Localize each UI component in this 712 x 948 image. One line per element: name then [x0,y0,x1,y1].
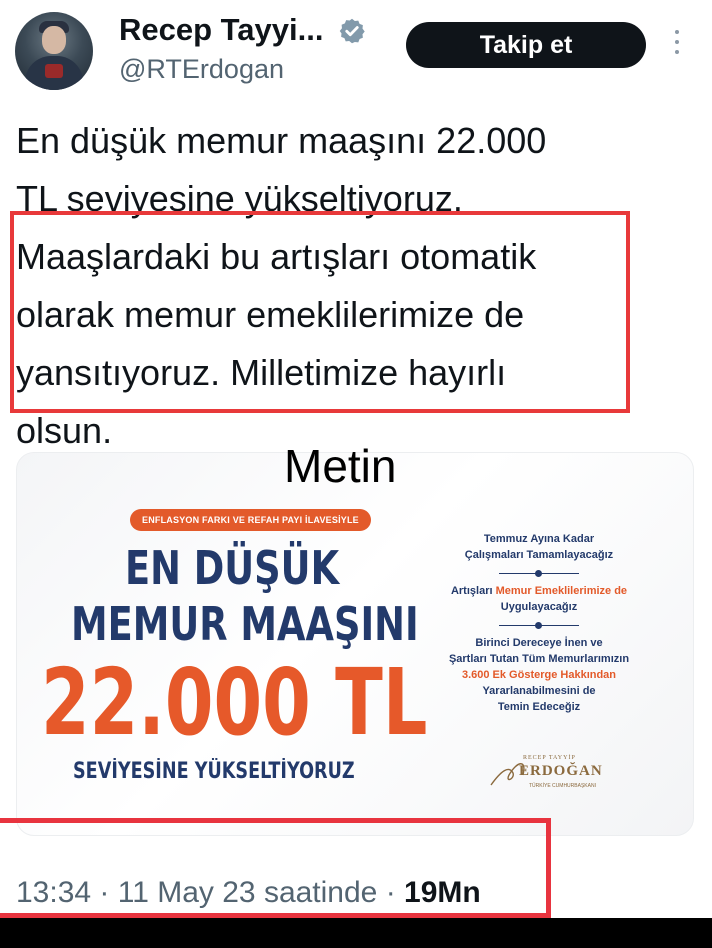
info-line: Çalışmaları Tamamlayacağız [464,549,614,561]
tweet-line: olsun. [16,410,113,451]
media-info-column [429,531,649,715]
info-block-3 [429,635,649,715]
text-highlight-box [10,211,630,413]
tweet-line: olarak memur emeklilerimize de [16,294,525,335]
tweet-timestamp[interactable] [16,876,481,910]
verified-badge-icon [338,17,366,45]
bottom-black-bar [0,918,712,948]
view-count[interactable]: 19Mn [404,876,481,909]
info-block-2 [429,583,649,615]
display-name[interactable]: Recep Tayyi... [119,12,324,47]
signature-top: RECEP TAYYİP [523,755,576,761]
info-accent: Memur Emeklilerimize de [495,585,628,597]
info-line: Birinci Dereceye İnen ve [475,637,603,649]
info-separator [429,615,649,635]
avatar-flag [45,64,63,78]
tweet-line: yansıtıyoruz. Milletimize hayırlı [16,352,507,393]
follow-button[interactable]: Takip et [406,22,646,68]
info-line: Uygulayacağız [500,601,578,613]
info-text: Artışları [450,585,496,597]
info-line: Yararlanabilmesini de [482,685,596,697]
info-line: Şartları Tutan Tüm Memurlarımızın [448,653,630,665]
info-block-1 [429,531,649,563]
media-headline-1: EN DÜŞÜK [125,541,340,595]
media-pill-label: ENFLASYON FARKI VE REFAH PAYI İLAVESİYLE [130,509,371,531]
tweet-media-card[interactable] [16,452,694,836]
info-separator [429,563,649,583]
signature-name: ERDOĞAN [519,763,603,779]
info-line: Temmuz Ayına Kadar [483,533,595,545]
tweet-time: 13:34 [16,876,92,909]
info-line: Temin Edeceğiz [497,701,581,713]
avatar-face [42,26,66,54]
media-headline-2: MEMUR MAAŞINI [71,597,419,651]
tweet-line: Maaşlardaki bu artışları otomatik [16,236,537,277]
signature-title: TÜRKİYE CUMHURBAŞKANI [529,783,596,789]
separator-dot: · [91,876,118,909]
avatar[interactable] [15,12,93,90]
tweet-date: 11 May 23 saatinde [117,876,378,909]
media-amount: 22.000 TL [41,649,428,756]
user-handle[interactable]: @RTErdogan [119,54,284,84]
more-options-icon[interactable] [672,30,682,60]
tweet-line: TL seviyesine yükseltiyoruz. [16,178,463,219]
media-subline: SEVİYESİNE YÜKSELTİYORUZ [73,759,355,784]
info-line [429,583,649,599]
tweet-line: En düşük memur maaşını 22.000 [16,120,547,161]
separator-dot: · [377,876,405,909]
info-accent: 3.600 Ek Gösterge Hakkından [461,669,617,681]
caption-label: Metin [284,440,397,492]
